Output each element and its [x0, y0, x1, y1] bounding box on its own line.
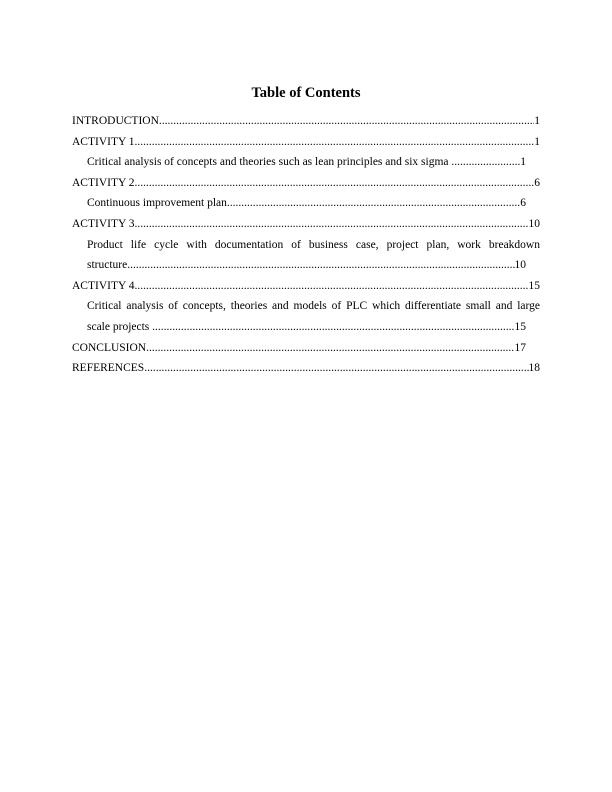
toc-entry-label-line-1: Product life cycle with documentation of business case, project plan, work breakdown: [87, 238, 540, 251]
dot-leader: [135, 276, 529, 297]
dot-leader: [159, 111, 534, 132]
dot-leader: [135, 173, 535, 194]
toc-subentry-continuous-improvement[interactable]: [72, 193, 540, 214]
toc-entry-label: ACTIVITY 2: [72, 176, 135, 189]
dot-leader: [135, 132, 535, 153]
dot-leader: [135, 214, 529, 235]
toc-page-number: 1: [534, 135, 540, 148]
toc-subentry-lean-six-sigma[interactable]: [72, 152, 540, 173]
toc-page-number: 17: [514, 341, 526, 354]
dot-leader: [451, 152, 520, 173]
toc-page-number: 1: [534, 115, 540, 127]
toc-entry-label-line-2: structure: [87, 259, 128, 272]
dot-leader: [152, 317, 514, 338]
toc-entry-conclusion[interactable]: [72, 338, 540, 359]
toc-entry-label: INTRODUCTION: [72, 115, 159, 127]
toc-entry-label: CONCLUSION: [72, 341, 147, 354]
toc-page-number: 15: [528, 279, 540, 292]
toc-title: Table of Contents: [251, 85, 361, 101]
toc-page-number: 1: [520, 156, 526, 169]
toc-entry-label: Critical analysis of concepts and theories such as lean principles and six sigma: [87, 156, 452, 169]
toc-entry-activity-4[interactable]: [72, 276, 540, 297]
toc-entry-label-line-2: scale projects: [87, 320, 153, 333]
toc-entry-label: REFERENCES: [72, 362, 145, 375]
toc-entry-references[interactable]: [72, 358, 540, 379]
toc-entry-activity-3[interactable]: [72, 214, 540, 235]
toc-subentry-product-life-cycle[interactable]: [72, 235, 540, 276]
toc-entry-label: ACTIVITY 4: [72, 279, 135, 292]
table-of-contents: [72, 111, 540, 379]
toc-page-number: 10: [514, 259, 526, 272]
toc-entry-activity-1[interactable]: [72, 132, 540, 153]
toc-page-number: 15: [514, 320, 526, 333]
toc-entry-label: ACTIVITY 1: [72, 135, 135, 148]
dot-leader: [227, 193, 520, 214]
toc-page-number: 6: [534, 176, 540, 189]
toc-entry-label-line-1: Critical analysis of concepts, theories and models of PLC which differentiate small and large: [87, 300, 540, 313]
dot-leader: [127, 255, 514, 276]
toc-entry-introduction[interactable]: [72, 111, 540, 132]
toc-page-number: 10: [528, 217, 540, 230]
toc-subentry-plc-analysis[interactable]: [72, 296, 540, 337]
dot-leader: [146, 338, 514, 359]
dot-leader: [144, 358, 528, 379]
toc-entry-label: Continuous improvement plan: [87, 197, 227, 210]
toc-entry-activity-2[interactable]: [72, 173, 540, 194]
toc-entry-label: ACTIVITY 3: [72, 217, 135, 230]
toc-page-number: 18: [528, 362, 540, 375]
toc-page-number: 6: [520, 197, 526, 210]
